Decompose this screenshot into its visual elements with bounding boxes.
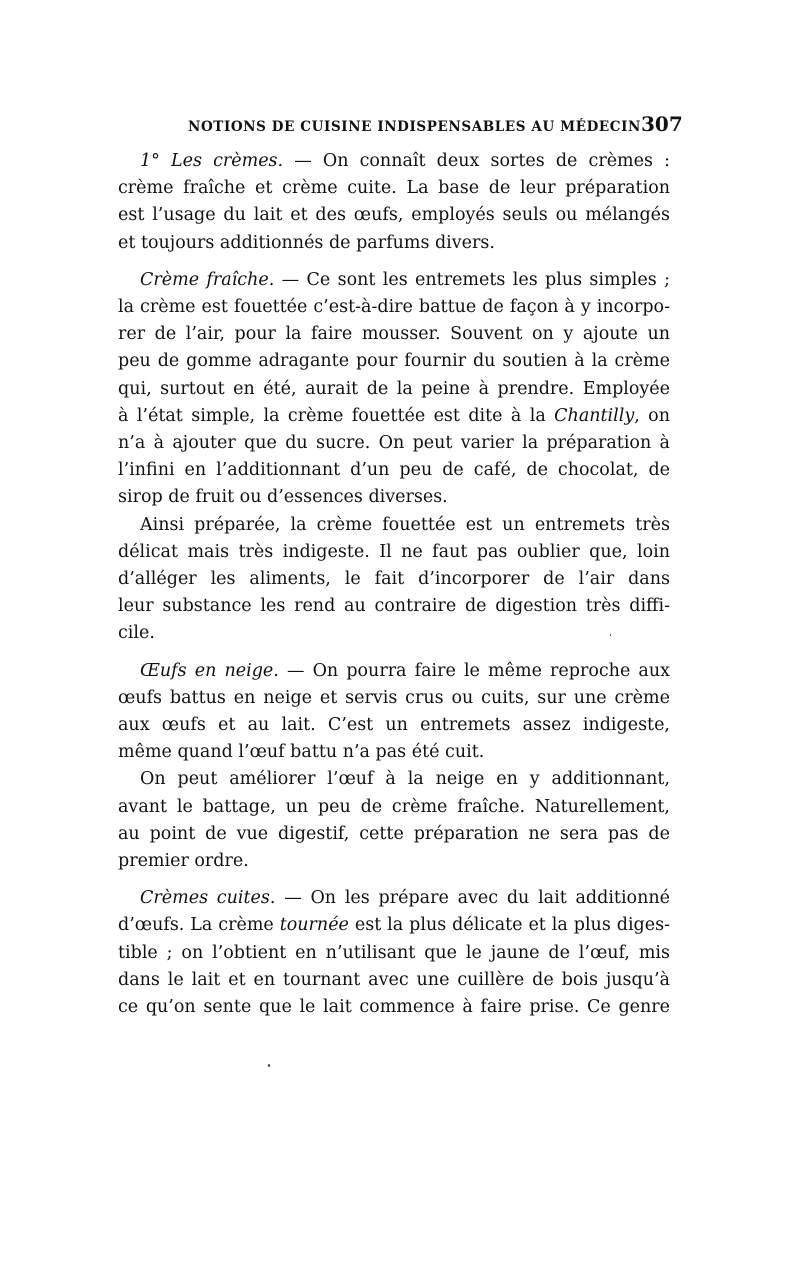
paragraph-ainsi-preparee — [118, 512, 670, 648]
text-line: rer de l’air, pour la faire mousser. Souvent on y ajoute un — [118, 324, 670, 345]
text-line: On peut améliorer l’œuf à la neige en y additionnant, — [140, 769, 670, 790]
paragraph-lead: Œufs en neige. — [140, 660, 279, 681]
emphasis-chantilly: Chantilly — [554, 405, 635, 426]
line-text: d’œufs. La crème — [118, 915, 280, 936]
text-line: même quand l’œuf battu n’a pas été cuit. — [118, 742, 485, 763]
print-speck — [610, 634, 611, 636]
running-head — [118, 112, 683, 136]
text-line — [118, 912, 670, 939]
text-line: d’alléger les aliments, le fait d’incorporer de l’air dans — [118, 569, 670, 590]
line-text: , on — [634, 405, 670, 426]
text-line: cile. — [118, 623, 155, 644]
text-line: délicat mais très indigeste. Il ne faut pas oublier que, loin — [118, 541, 670, 562]
text-line: est l’usage du lait et des œufs, employés seuls ou mélangés — [118, 205, 670, 226]
line-text: — Ce sont les entremets les plus simples ; — [274, 269, 670, 290]
text-line: n’a à ajouter que du sucre. On peut varier la préparation à — [118, 433, 670, 454]
line-text: à l’état simple, la crème fouettée est dite à la — [118, 405, 555, 426]
text-line: peu de gomme adragante pour fournir du soutien à la crème — [118, 351, 670, 372]
text-line: l’infini en l’additionnant d’un peu de café, de chocolat, de — [118, 460, 670, 481]
text-line — [118, 885, 670, 912]
running-title: NOTIONS DE CUISINE INDISPENSABLES AU MÉDECIN — [188, 119, 641, 135]
paragraph-lead: Crème fraîche. — [140, 269, 275, 290]
paragraph-cremes-cuites — [118, 885, 670, 1021]
paragraph-lead: Crèmes cuites. — [140, 888, 276, 909]
text-line: œufs battus en neige et servis crus ou cuits, sur une crème — [118, 687, 670, 708]
emphasis-tournee: tournée — [279, 915, 349, 936]
text-line: sirop de fruit ou d’essences diverses. — [118, 487, 448, 508]
text-line: au point de vue digestif, cette préparation ne sera pas de — [118, 823, 670, 844]
body-text — [118, 148, 670, 1021]
line-text: — On pourra faire le même reproche aux — [278, 660, 670, 681]
text-line: leur substance les rend au contraire de digestion très diffi- — [118, 596, 670, 617]
text-line: dans le lait et en tournant avec une cuillère de bois jusqu’à — [118, 969, 670, 990]
text-line — [118, 267, 670, 294]
text-line: Ainsi préparée, la crème fouettée est un entremets très — [140, 514, 670, 535]
text-line: premier ordre. — [118, 851, 249, 872]
line-text: — On connaît deux sortes de crèmes : — [283, 151, 670, 171]
text-line: et toujours additionnés de parfums divers. — [118, 232, 495, 253]
paragraph-creme-fraiche — [118, 267, 670, 512]
page-number: 307 — [640, 112, 683, 136]
paragraph-lead: 1° Les crèmes. — [140, 151, 284, 171]
paragraph-on-peut-ameliorer — [118, 766, 670, 875]
text-line: qui, surtout en été, aurait de la peine à prendre. Employée — [118, 378, 670, 399]
text-line: ce qu’on sente que le lait commence à faire prise. Ce genre — [118, 997, 670, 1018]
print-speck — [268, 1064, 270, 1067]
text-line: avant le battage, un peu de crème fraîche. Naturellement, — [118, 796, 670, 817]
text-line: tible ; on l’obtient en n’utilisant que le jaune de l’œuf, mis — [118, 942, 670, 963]
text-line — [118, 148, 670, 175]
line-text: est la plus délicate et la plus diges- — [348, 915, 670, 936]
text-line — [118, 403, 670, 430]
text-line — [118, 658, 670, 685]
text-line: aux œufs et au lait. C’est un entremets assez indigeste, — [118, 715, 670, 736]
text-line: la crème est fouettée c’est-à-dire battue de façon à y incorpo- — [118, 297, 670, 318]
text-line: crème fraîche et crème cuite. La base de leur préparation — [118, 178, 670, 199]
paragraph-les-cremes — [118, 148, 670, 257]
paragraph-oeufs-en-neige — [118, 658, 670, 767]
line-text: — On les prépare avec du lait additionné — [275, 888, 670, 909]
